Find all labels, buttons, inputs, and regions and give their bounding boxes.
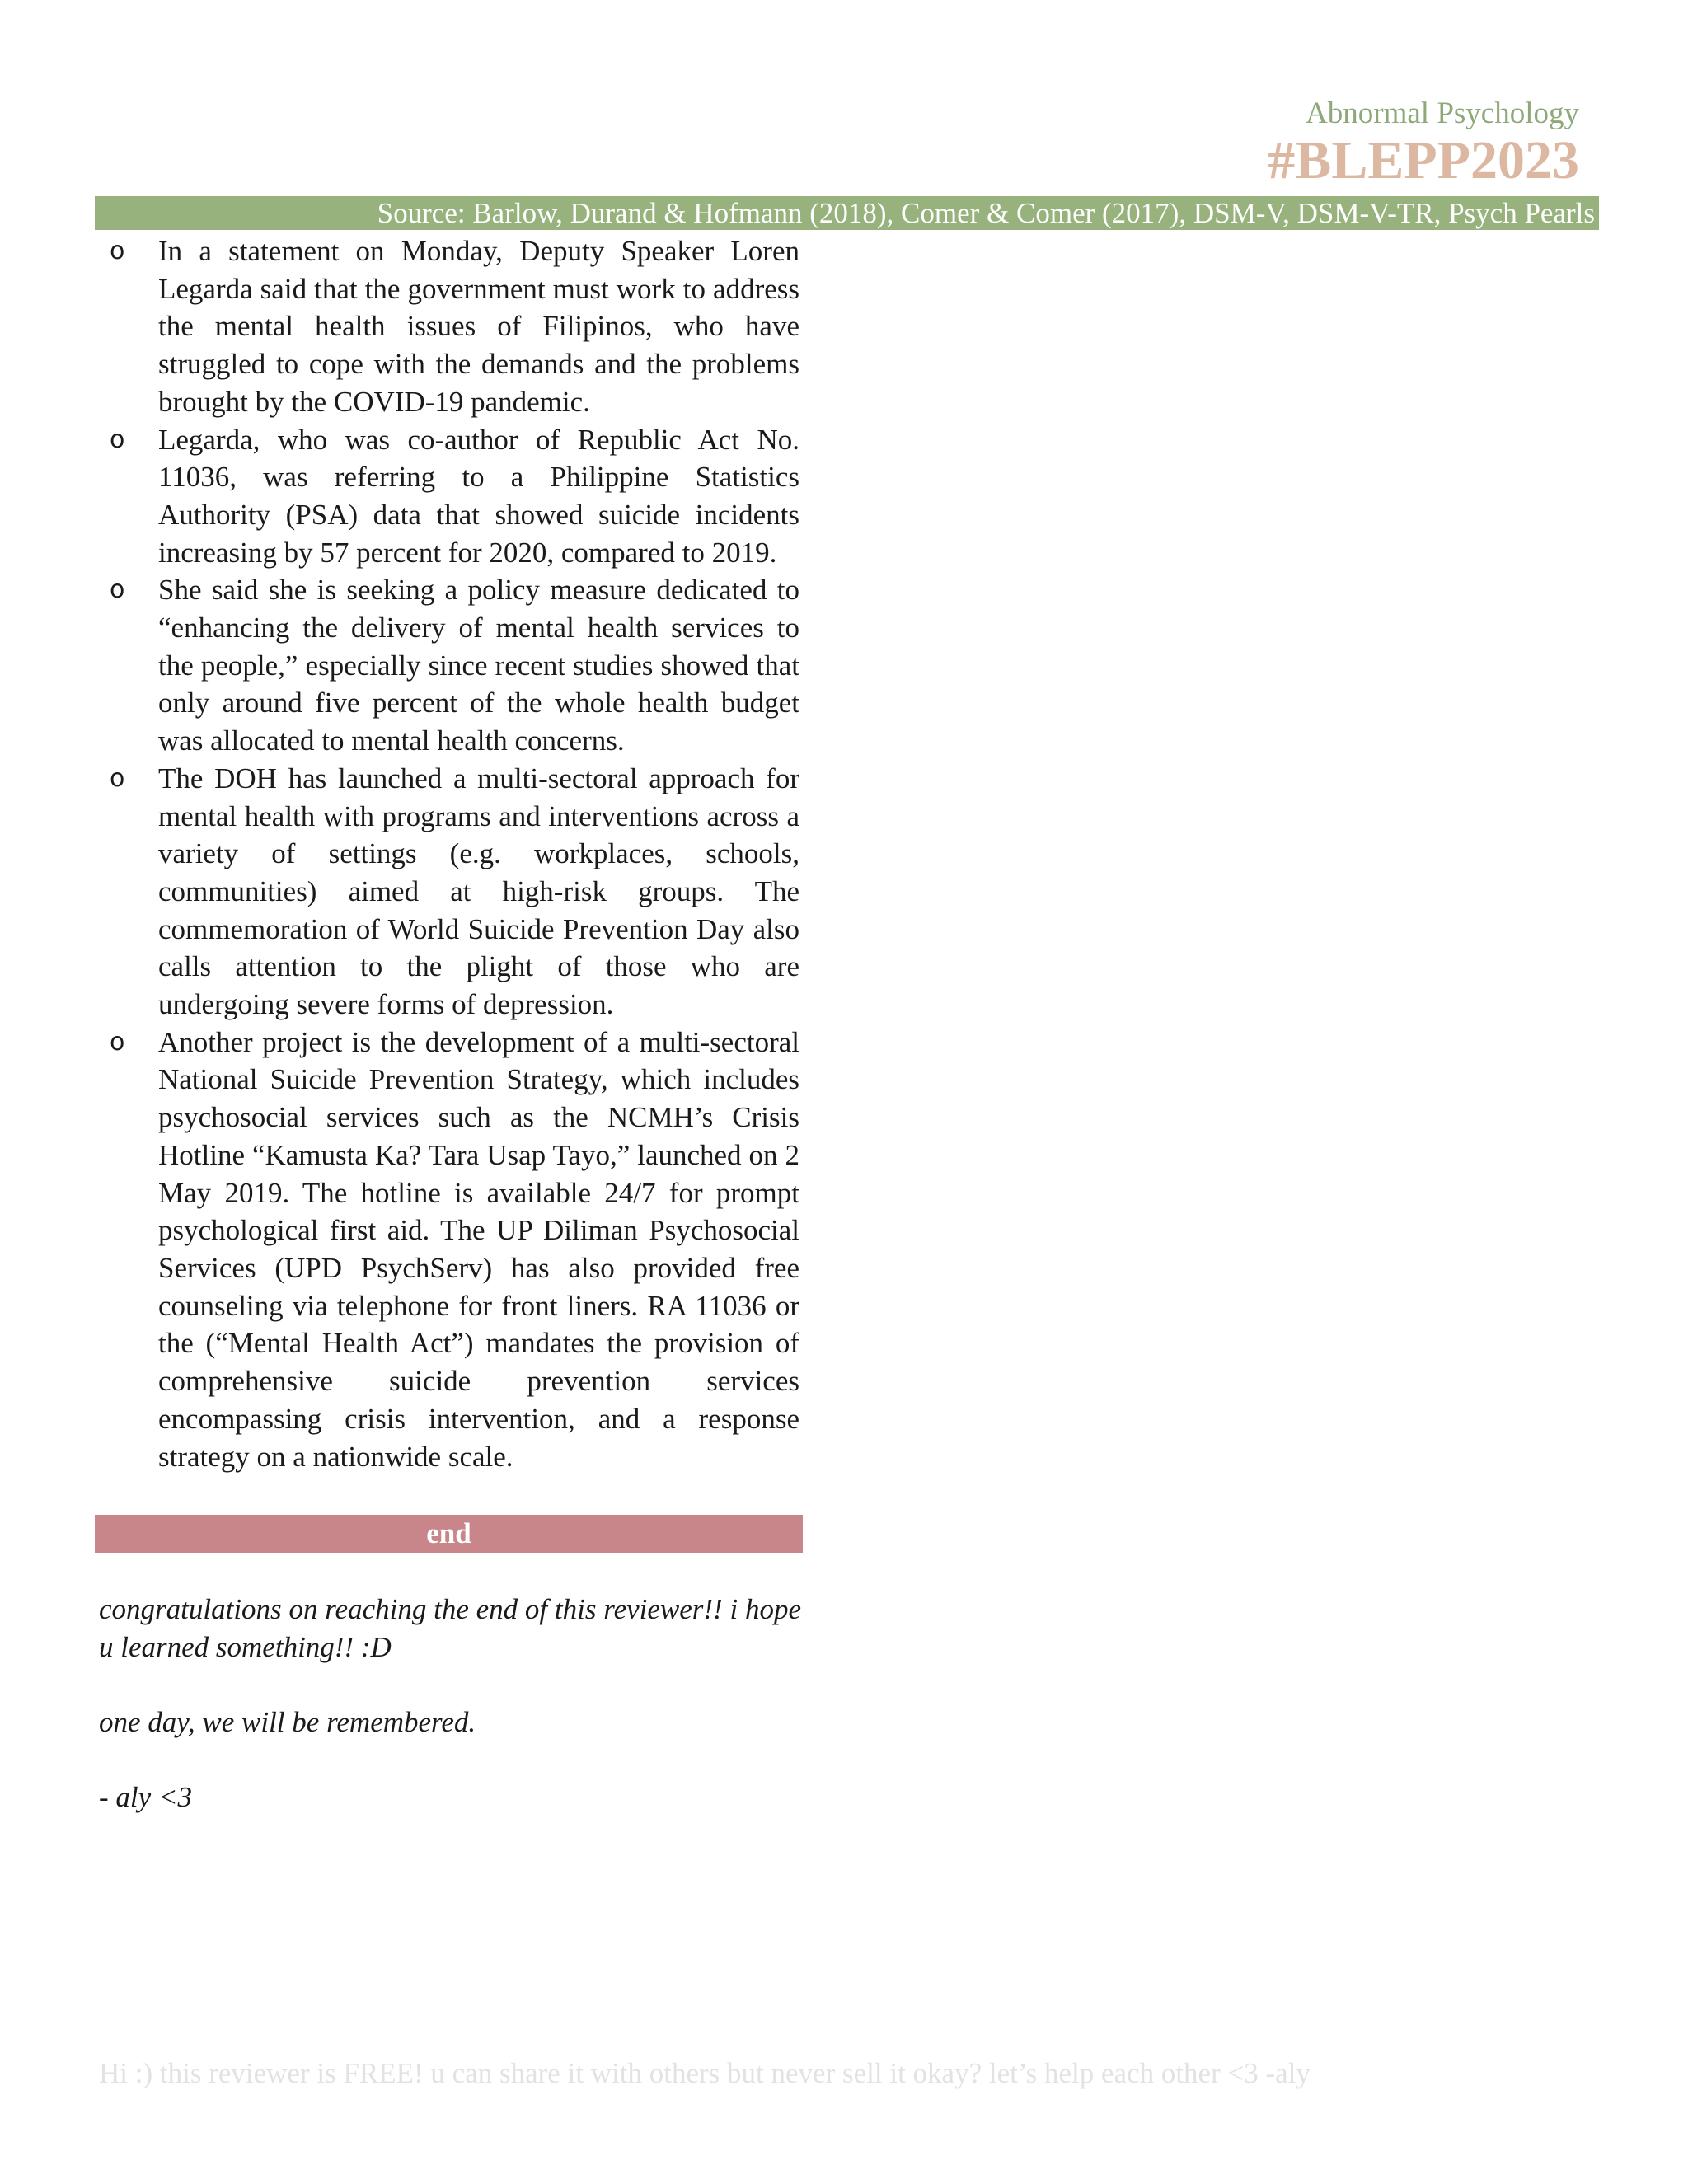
bullet-list — [95, 232, 799, 1475]
bullet-item — [95, 421, 799, 572]
circle-bullet-icon: o — [110, 424, 125, 454]
bullet-text: The DOH has launched a multi-sectoral approach for mental health with programs and interventions across a variety of settings (e.g. workplaces, schools, communities) aimed at high-risk groups. The commemoration of World Suicide Prevention Day also calls attention to the plight of those who are undergoing severe forms of depression. — [158, 762, 799, 1021]
circle-bullet-icon: o — [110, 237, 125, 265]
subject-title: Abnormal Psychology — [1306, 96, 1579, 130]
footer-note: Hi :) this reviewer is FREE! u can share it with others but never sell it okay? let’s help each other <3 -aly — [99, 2057, 1311, 2089]
bullet-item — [95, 1024, 799, 1475]
circle-bullet-icon: o — [110, 763, 125, 793]
bullet-item — [95, 571, 799, 760]
remembered-text: one day, we will be remembered. — [99, 1706, 476, 1739]
bullet-text: Legarda, who was co-author of Republic Act No. 11036, was referring to a Philippine Statistics Authority (PSA) data that showed suicide incidents increasing by 57 percent for 2020, compared to 2019. — [158, 423, 799, 569]
bullet-item — [95, 760, 799, 1024]
bullet-text: In a statement on Monday, Deputy Speaker Loren Legarda said that the government must work to address the mental health issues of Filipinos, who have struggled to cope with the demands and the problems brought by the COVID-19 pandemic. — [158, 235, 799, 418]
circle-bullet-icon: o — [110, 1027, 125, 1057]
bullet-text: Another project is the development of a multi-sectoral National Suicide Prevention Strategy, which includes psychosocial services such as the NCMH’s Crisis Hotline “Kamusta Ka? Tara Usap Tayo,” launched on 2 May 2019. The hotline is available 24/7 for prompt psychological first aid. The UP Diliman Psychosocial Services (UPD PsychServ) has also provided free counseling via telephone for front liners. RA 11036 or the (“Mental Health Act”) mandates the provision of comprehensive suicide prevention services encompassing crisis intervention, and a response strategy on a nationwide scale. — [158, 1025, 799, 1473]
exam-tag: #BLEPP2023 — [1268, 130, 1579, 190]
bullet-item — [95, 232, 799, 421]
closing-message — [99, 1591, 801, 1816]
circle-bullet-icon: o — [110, 575, 125, 605]
congratulations-text: congratulations on reaching the end of this reviewer!! i hope u learned something!! :D — [99, 1593, 801, 1663]
bullet-text: She said she is seeking a policy measure dedicated to “enhancing the delivery of mental health services to the people,” especially since recent studies showed that only around five percent of the whole health budget was allocated to mental health concerns. — [158, 574, 799, 757]
source-banner: Source: Barlow, Durand & Hofmann (2018), Comer & Comer (2017), DSM-V, DSM-V-TR, Psych Pearls — [95, 196, 1599, 230]
signature-text: - aly <3 — [99, 1781, 193, 1814]
end-banner: end — [95, 1515, 803, 1553]
